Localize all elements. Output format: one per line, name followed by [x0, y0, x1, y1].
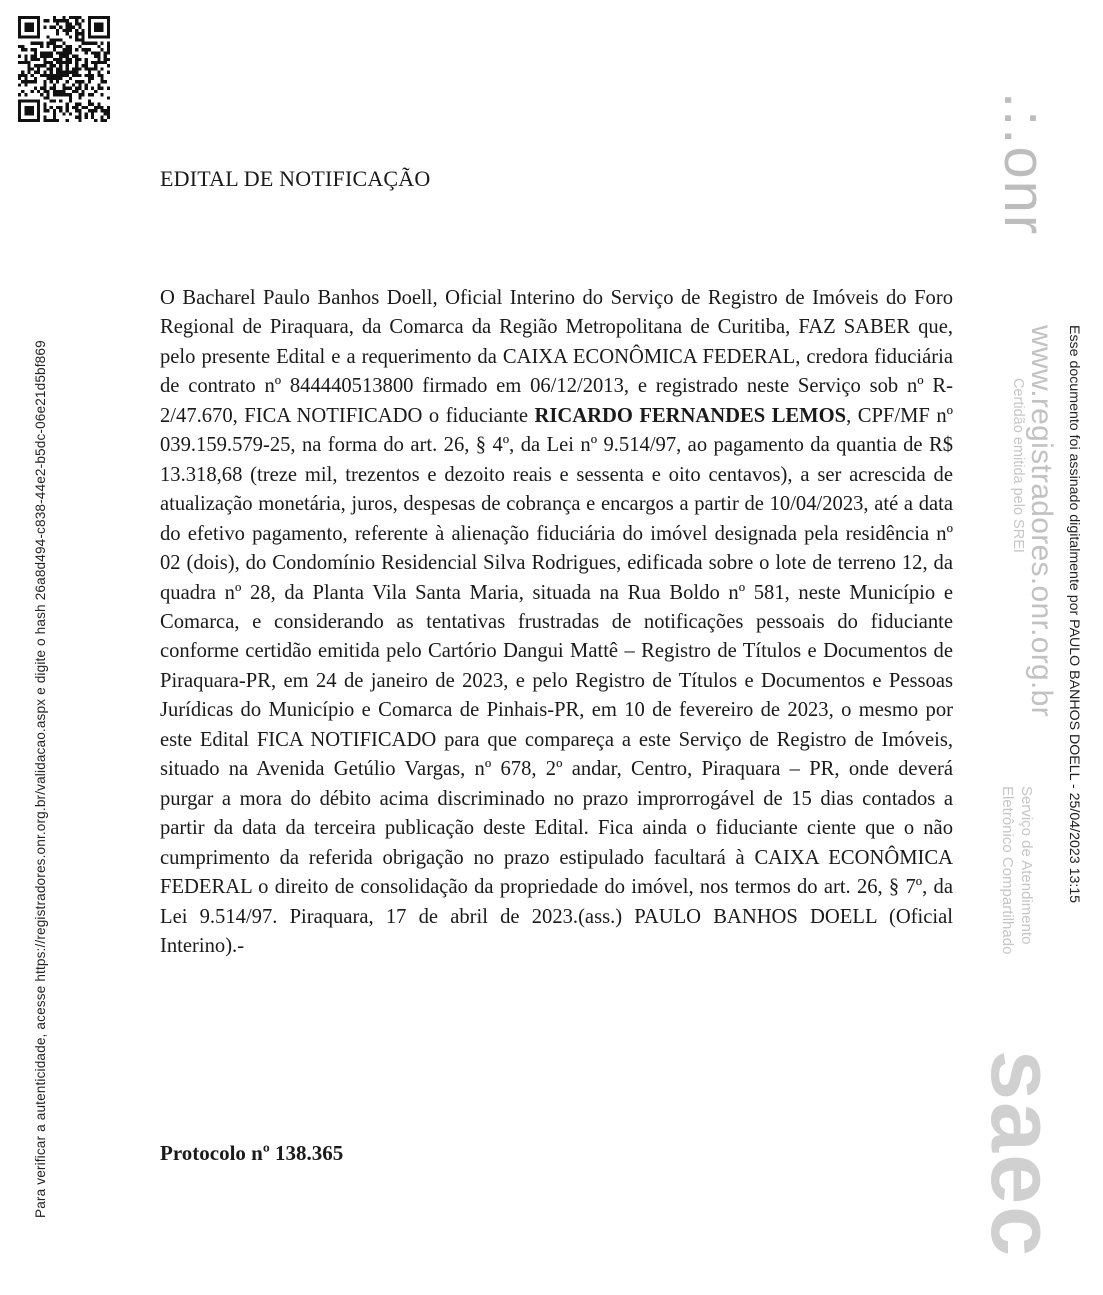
document-title: EDITAL DE NOTIFICAÇÃO [160, 166, 431, 191]
servico-watermark [999, 786, 1103, 955]
registradores-site-watermark: www.registradores.onr.org.br [1025, 325, 1058, 717]
saec-logo-watermark: saec [972, 1050, 1072, 1259]
servico-line-2: Eletrônico Compartilhado [999, 786, 1016, 955]
body-part-1: O Bacharel Paulo Banhos Doell, Oficial Interino do Serviço de Registro de Imóveis do Foro Regional de Piraquara, da Comarca da Região Metropolitana de Curitiba, FAZ SABER que, pelo presente Edital e a requerimento da CAIXA ECONÔMICA FEDERAL, credora fiduciária de contrato nº 844440513800 firmado em 06/12/2013, e registrado neste Serviço sob nº R-2/47.670, FICA NOTIFICADO o fiduciante [160, 287, 953, 427]
qr-code [18, 16, 110, 122]
onr-logo-watermark: .:.onr [992, 92, 1057, 237]
certidao-watermark: Certidão emitida pelo SREI [1010, 378, 1026, 553]
protocol-number: Protocolo nº 138.365 [160, 1141, 344, 1165]
notice-body [160, 284, 953, 961]
verification-notice: Para verificar a autenticidade, acesse https://registradores.onr.org.br/validacao.aspx e digite o hash 26a8d494-c838-44e2-b5dc-06e21d5bf869 [33, 340, 48, 1218]
body-part-2: , CPF/MF nº 039.159.579-25, na forma do art. 26, § 4º, da Lei nº 9.514/97, ao pagamento da quantia de R$ 13.318,68 (treze mil, trezentos e dezoito reais e sessenta e oito centavos), a ser acrescida de atualização monetária, juros, despesas de cobrança e encargos a partir de 10/04/2023, até a data do efetivo pagamento, referente à alienação fiduciária do imóvel designada pela residência nº 02 (dois), do Condomínio Residencial Silva Rodrigues, edificada sobre o lote de terreno 12, da quadra nº 28, da Planta Vila Santa Maria, situada na Rua Boldo nº 581, neste Município e Comarca, e considerando as tentativas frustradas de notificações pessoais do fiduciante conforme certidão emitida pelo Cartório Dangui Mattê – Registro de Títulos e Documentos de Piraquara-PR, em 24 de janeiro de 2023, e pelo Registro de Títulos e Documentos e Pessoas Jurídicas do Município e Comarca de Pinhais-PR, em 10 de fevereiro de 2023, o mesmo por este Edital FICA NOTIFICADO para que compareça a este Serviço de Registro de Imóveis, situado na Avenida Getúlio Vargas, nº 678, 2º andar, Centro, Piraquara – PR, onde deverá purgar a mora do débito acima discriminado no prazo improrrogável de 15 dias contados a partir da data da terceira publicação deste Edital. Fica ainda o fiduciante ciente que o não cumprimento da referida obrigação no prazo estipulado facultará à CAIXA ECONÔMICA FEDERAL o direito de consolidação da propriedade do imóvel, nos termos do art. 26, § 7º, da Lei 9.514/97. Piraquara, 17 de abril de 2023.(ass.) PAULO BANHOS DOELL (Oficial Interino).- [160, 404, 953, 957]
debtor-name: RICARDO FERNANDES LEMOS [534, 404, 847, 427]
servico-line-1: Serviço de Atendimento [1018, 786, 1035, 945]
digital-signature-notice: Esse documento foi assinado digitalmente por PAULO BANHOS DOELL - 25/04/2023 13:15 [1066, 325, 1082, 904]
